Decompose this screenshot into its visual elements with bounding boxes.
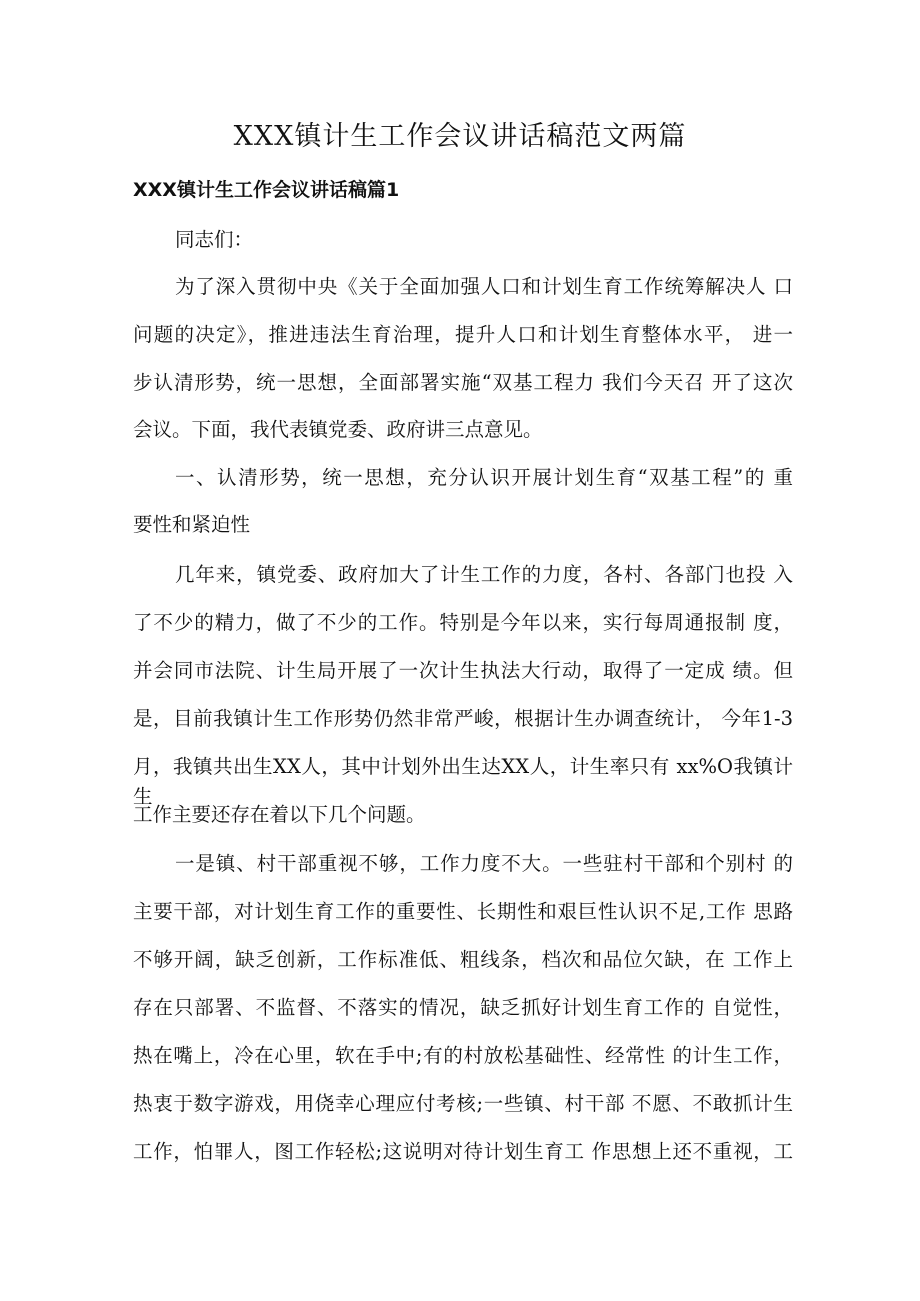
paragraph-line: 了不少的精力，做了不少的工作。特别是今年以来，实行每周通报制 度，	[133, 611, 793, 634]
section-heading: XXX镇计生工作会议讲话稿篇1	[133, 179, 400, 201]
paragraph-line: 是，目前我镇计生工作形势仍然非常严峻，根据计生办调查统计， 今年1-3	[133, 707, 793, 730]
paragraph-line: 工作主要还存在着以下几个问题。	[133, 803, 426, 826]
paragraph-line: 要性和紧迫性	[133, 513, 251, 536]
paragraph-line: 热衷于数字游戏，用侥幸心理应付考核;一些镇、村干部 不愿、不敢抓计生	[133, 1092, 793, 1115]
paragraph-line: 一、认清形势，统一思想，充分认识开展计划生育“双基工程”的 重	[175, 466, 793, 489]
paragraph-line: 存在只部署、不监督、不落实的情况，缺乏抓好计划生育工作的 自觉性，	[133, 996, 793, 1019]
paragraph-line: 会议。下面，我代表镇党委、政府讲三点意见。	[133, 418, 543, 441]
document-title: XXX镇计生工作会议讲话稿范文两篇	[233, 121, 687, 152]
paragraph-line: 热在嘴上，冷在心里，软在手中;有的村放松基础性、经常性 的计生工作，	[133, 1044, 793, 1067]
paragraph-line: 工作，怕罪人，图工作轻松;这说明对待计划生育工 作思想上还不重视，工	[133, 1140, 793, 1163]
paragraph-line-salutation: 同志们：	[175, 228, 254, 251]
paragraph-line: 主要干部，对计划生育工作的重要性、长期性和艰巨性认识不足,工作 思路	[133, 900, 793, 923]
paragraph-line: 为了深入贯彻中央《关于全面加强人口和计划生育工作统筹解决人 口	[175, 275, 793, 298]
paragraph-line: 步认清形势，统一思想，全面部署实施“双基工程力 我们今天召 开了这次	[133, 371, 793, 394]
paragraph-line: 一是镇、村干部重视不够，工作力度不大。一些驻村干部和个别村 的	[175, 852, 793, 875]
paragraph-line: 并会同市法院、计生局开展了一次计生执法大行动，取得了一定成 绩。但	[133, 659, 793, 682]
paragraph-line: 不够开阔，缺乏创新，工作标准低、粗线条，档次和品位欠缺，在 工作上	[133, 948, 793, 971]
paragraph-line: 月，我镇共出生XX人，其中计划外出生达XX人，计生率只有 xx%O我镇计生	[133, 755, 793, 808]
paragraph-line: 几年来，镇党委、政府加大了计生工作的力度，各村、各部门也投 入	[175, 563, 793, 586]
paragraph-line: 问题的决定》，推进违法生育治理，提升人口和计划生育整体水平， 进一	[133, 323, 793, 346]
